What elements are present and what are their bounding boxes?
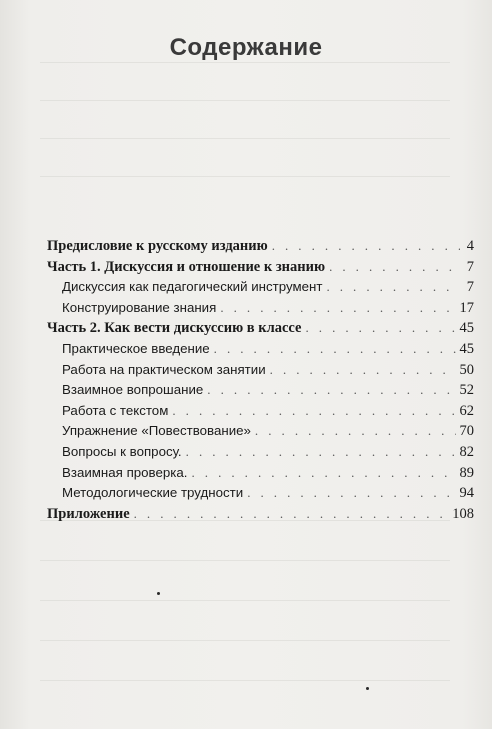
toc-entry-label: Работа на практическом занятии xyxy=(62,361,266,377)
toc-section-entry xyxy=(47,442,474,463)
dot-leader xyxy=(270,360,456,381)
toc-entry-page-number: 17 xyxy=(459,299,474,316)
bleed-through-line xyxy=(40,176,450,177)
toc-entry-page-number: 82 xyxy=(459,443,474,460)
toc-entry-label: Дискуссия как педагогический инструмент xyxy=(62,279,323,295)
toc-entry-label: Часть 1. Дискуссия и отношение к знанию xyxy=(47,258,326,275)
print-speck xyxy=(157,592,160,595)
toc-entry-page-number: 52 xyxy=(459,382,474,399)
toc-entry-page-number: 62 xyxy=(459,402,474,419)
bleed-through-line xyxy=(40,640,450,641)
dot-leader xyxy=(172,401,455,422)
toc-section-entry xyxy=(47,421,474,442)
dot-leader xyxy=(214,339,456,360)
toc-entry-page-number: 4 xyxy=(466,238,474,254)
dot-leader xyxy=(186,442,456,463)
bleed-through-line xyxy=(40,600,450,601)
table-of-contents xyxy=(47,236,474,524)
bleed-through-line xyxy=(40,560,450,561)
dot-leader xyxy=(247,483,455,504)
toc-entry-page-number: 89 xyxy=(459,464,474,481)
toc-section-entry xyxy=(47,277,474,298)
toc-section-entry xyxy=(47,401,474,422)
toc-entry-label: Работа с текстом xyxy=(62,402,169,418)
bleed-through-line xyxy=(40,138,450,139)
toc-entry-label: Взаимное вопрошание xyxy=(62,382,204,398)
toc-section-entry xyxy=(47,483,474,504)
toc-entry-label: Конструирование знания xyxy=(62,299,217,315)
bleed-through-line xyxy=(40,62,450,63)
toc-section-entry xyxy=(47,360,474,381)
toc-entry-label: Часть 2. Как вести дискуссию в классе xyxy=(47,320,302,337)
toc-entry-label: Взаимная проверка. xyxy=(62,464,188,480)
dot-leader xyxy=(191,463,455,484)
toc-entry-label: Практическое введение xyxy=(62,340,210,356)
toc-entry-page-number: 70 xyxy=(459,423,474,440)
dot-leader xyxy=(272,236,460,257)
print-speck xyxy=(366,687,369,690)
toc-part-entry xyxy=(47,318,474,339)
bleed-through-line xyxy=(40,100,450,101)
toc-entry-page-number: 108 xyxy=(452,505,474,522)
toc-entry-page-number: 7 xyxy=(466,279,474,296)
toc-entry-page-number: 45 xyxy=(459,340,474,357)
toc-section-entry xyxy=(47,339,474,360)
toc-part-entry xyxy=(47,504,474,525)
toc-part-entry xyxy=(47,257,474,278)
dot-leader xyxy=(329,257,460,278)
dot-leader xyxy=(255,421,456,442)
bleed-through-line xyxy=(40,680,450,681)
toc-entry-page-number: 50 xyxy=(459,361,474,378)
dot-leader xyxy=(326,277,460,298)
toc-entry-label: Предисловие к русскому изданию xyxy=(47,238,268,254)
toc-entry-page-number: 45 xyxy=(459,320,474,337)
dot-leader xyxy=(220,298,455,319)
dot-leader xyxy=(305,318,455,339)
toc-section-entry xyxy=(47,463,474,484)
toc-entry-label: Приложение xyxy=(47,505,130,522)
toc-entry-label: Упражнение «Повествование» xyxy=(62,423,251,439)
toc-entry-page-number: 7 xyxy=(466,258,474,275)
dot-leader xyxy=(134,504,449,525)
toc-section-entry xyxy=(47,380,474,401)
toc-section-entry xyxy=(47,298,474,319)
toc-part-entry xyxy=(47,236,474,257)
dot-leader xyxy=(207,380,455,401)
toc-entry-label: Методологические трудности xyxy=(62,485,244,501)
toc-entry-page-number: 94 xyxy=(459,485,474,502)
page-title: Содержание xyxy=(169,34,323,61)
toc-entry-label: Вопросы к вопросу. xyxy=(62,443,182,459)
